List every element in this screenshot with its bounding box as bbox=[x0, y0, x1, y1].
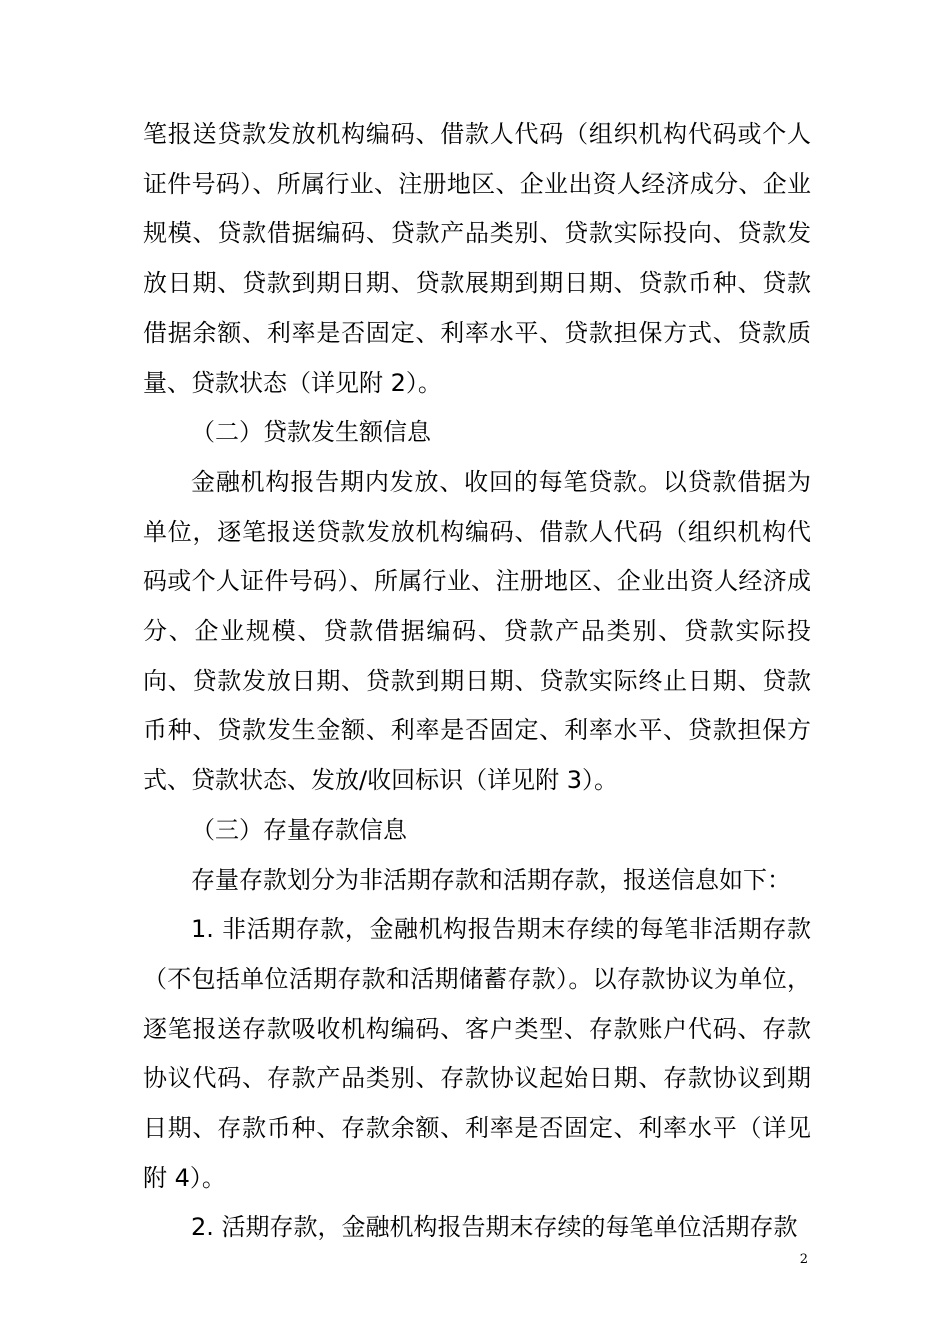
paragraph-loan-balance-fields: 笔报送贷款发放机构编码、借款人代码（组织机构代码或个人证件号码）、所属行业、注册地区、企业出资人经济成分、企业规模、贷款借据编码、贷款产品类别、贷款实际投向、贷款发放日期、贷款到期日期、贷款展期到期日期、贷款币种、贷款借据余额、利率是否固定、利率水平、贷款担保方式、贷款质量、贷款状态（详见附 2）。 bbox=[143, 120, 811, 397]
heading-loan-amount-info: （二）贷款发生额信息 bbox=[191, 418, 431, 447]
paragraph-loan-amount-fields: 金融机构报告期内发放、收回的每笔贷款。以贷款借据为单位，逐笔报送贷款发放机构编码、借款人代码（组织机构代码或个人证件号码）、所属行业、注册地区、企业出资人经济成分、企业规模、贷款借据编码、贷款产品类别、贷款实际投向、贷款发放日期、贷款到期日期、贷款实际终止日期、贷款币种、贷款发生金额、利率是否固定、利率水平、贷款担保方式、贷款状态、发放/收回标识（详见附 3）。 bbox=[143, 467, 811, 795]
paragraph-non-demand-deposit: 1. 非活期存款，金融机构报告期末存续的每笔非活期存款（不包括单位活期存款和活期储蓄存款）。以存款协议为单位，逐笔报送存款吸收机构编码、客户类型、存款账户代码、存款协议代码、存款产品类别、存款协议起始日期、存款协议到期日期、存款币种、存款余额、利率是否固定、利率水平（详见附 4）。 bbox=[143, 915, 811, 1192]
paragraph-demand-deposit: 2. 活期存款，金融机构报告期末存续的每笔单位活期存款 bbox=[191, 1213, 798, 1242]
page-number: 2 bbox=[799, 1252, 808, 1267]
heading-deposit-balance-info: （三）存量存款信息 bbox=[191, 815, 407, 844]
document-body bbox=[143, 110, 811, 1253]
paragraph-deposit-classification: 存量存款划分为非活期存款和活期存款，报送信息如下： bbox=[191, 865, 791, 894]
